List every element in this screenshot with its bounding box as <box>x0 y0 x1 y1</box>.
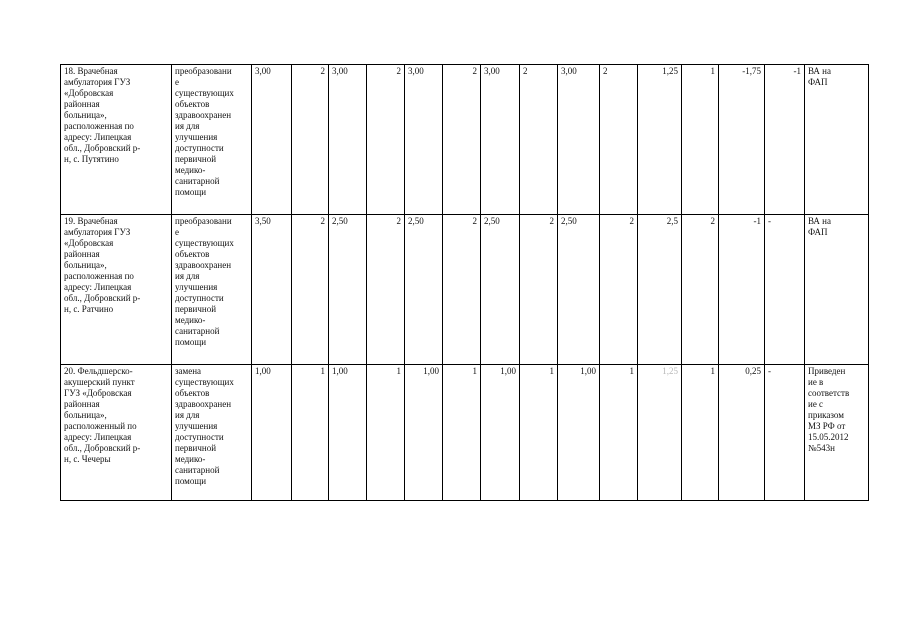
note-cell: ВА на ФАП <box>805 215 869 365</box>
action-cell: преобразовани е существующих объектов здравоохранен ия для улучшения доступности первичной медико- санитарной помощи <box>172 65 252 215</box>
note-cell: Приведен ие в соответств ие с приказом МЗ РФ от 15.05.2012 №543н <box>805 365 869 501</box>
count-cell: 2 <box>682 215 719 365</box>
value-cell: 1,00 <box>329 365 367 501</box>
table-row <box>61 365 869 501</box>
count-cell: - <box>765 365 805 501</box>
count-cell: 1 <box>367 365 405 501</box>
action-cell: замена существующих объектов здравоохранен ия для улучшения доступности первичной медико- санитарной помощи <box>172 365 252 501</box>
value-cell: 1,00 <box>558 365 600 501</box>
value-cell: 1,25 <box>638 65 682 215</box>
value-cell: 3,50 <box>252 215 292 365</box>
value-cell: -1,75 <box>719 65 765 215</box>
count-cell: 2 <box>520 65 558 215</box>
count-cell: 1 <box>292 365 329 501</box>
count-cell: 1 <box>443 365 481 501</box>
count-cell: 1 <box>520 365 558 501</box>
count-cell: 2 <box>443 65 481 215</box>
facility-name-cell: 18. Врачебная амбулатория ГУЗ «Добровская районная больница», расположенная по адресу: Липецкая обл., Добровский р- н, с. Путятино <box>61 65 172 215</box>
data-table <box>60 64 869 501</box>
value-cell: 0,25 <box>719 365 765 501</box>
count-cell: -1 <box>765 65 805 215</box>
value-cell: 2,50 <box>481 215 520 365</box>
value-cell: 1,00 <box>252 365 292 501</box>
value-cell: 2,50 <box>558 215 600 365</box>
value-cell: 2,50 <box>405 215 443 365</box>
action-cell: преобразовани е существующих объектов здравоохранен ия для улучшения доступности первичной медико- санитарной помощи <box>172 215 252 365</box>
count-cell: 2 <box>367 65 405 215</box>
value-cell: 2,5 <box>638 215 682 365</box>
value-cell: 3,00 <box>252 65 292 215</box>
count-cell: 1 <box>600 365 638 501</box>
count-cell: 2 <box>600 65 638 215</box>
count-cell: 2 <box>292 215 329 365</box>
table-row <box>61 215 869 365</box>
value-cell: -1 <box>719 215 765 365</box>
count-cell: - <box>765 215 805 365</box>
value-cell: 3,00 <box>558 65 600 215</box>
facility-name-cell: 20. Фельдшерско- акушерский пункт ГУЗ «Добровская районная больница», расположенный по адресу: Липецкая обл., Добровский р- н, с. Чечеры <box>61 365 172 501</box>
count-cell: 2 <box>520 215 558 365</box>
value-cell: 3,00 <box>481 65 520 215</box>
table-row <box>61 65 869 215</box>
value-cell: 1,00 <box>405 365 443 501</box>
count-cell: 2 <box>443 215 481 365</box>
value-cell: 2,50 <box>329 215 367 365</box>
facility-name-cell: 19. Врачебная амбулатория ГУЗ «Добровская районная больница», расположенная по адресу: Липецкая обл., Добровский р- н, с. Ратчино <box>61 215 172 365</box>
count-cell: 2 <box>367 215 405 365</box>
count-cell: 2 <box>292 65 329 215</box>
count-cell: 2 <box>600 215 638 365</box>
value-cell: 3,00 <box>405 65 443 215</box>
count-cell: 1 <box>682 365 719 501</box>
count-cell: 1 <box>682 65 719 215</box>
value-cell: 1,00 <box>481 365 520 501</box>
note-cell: ВА на ФАП <box>805 65 869 215</box>
value-cell: 1,25 <box>638 365 682 501</box>
value-cell: 3,00 <box>329 65 367 215</box>
